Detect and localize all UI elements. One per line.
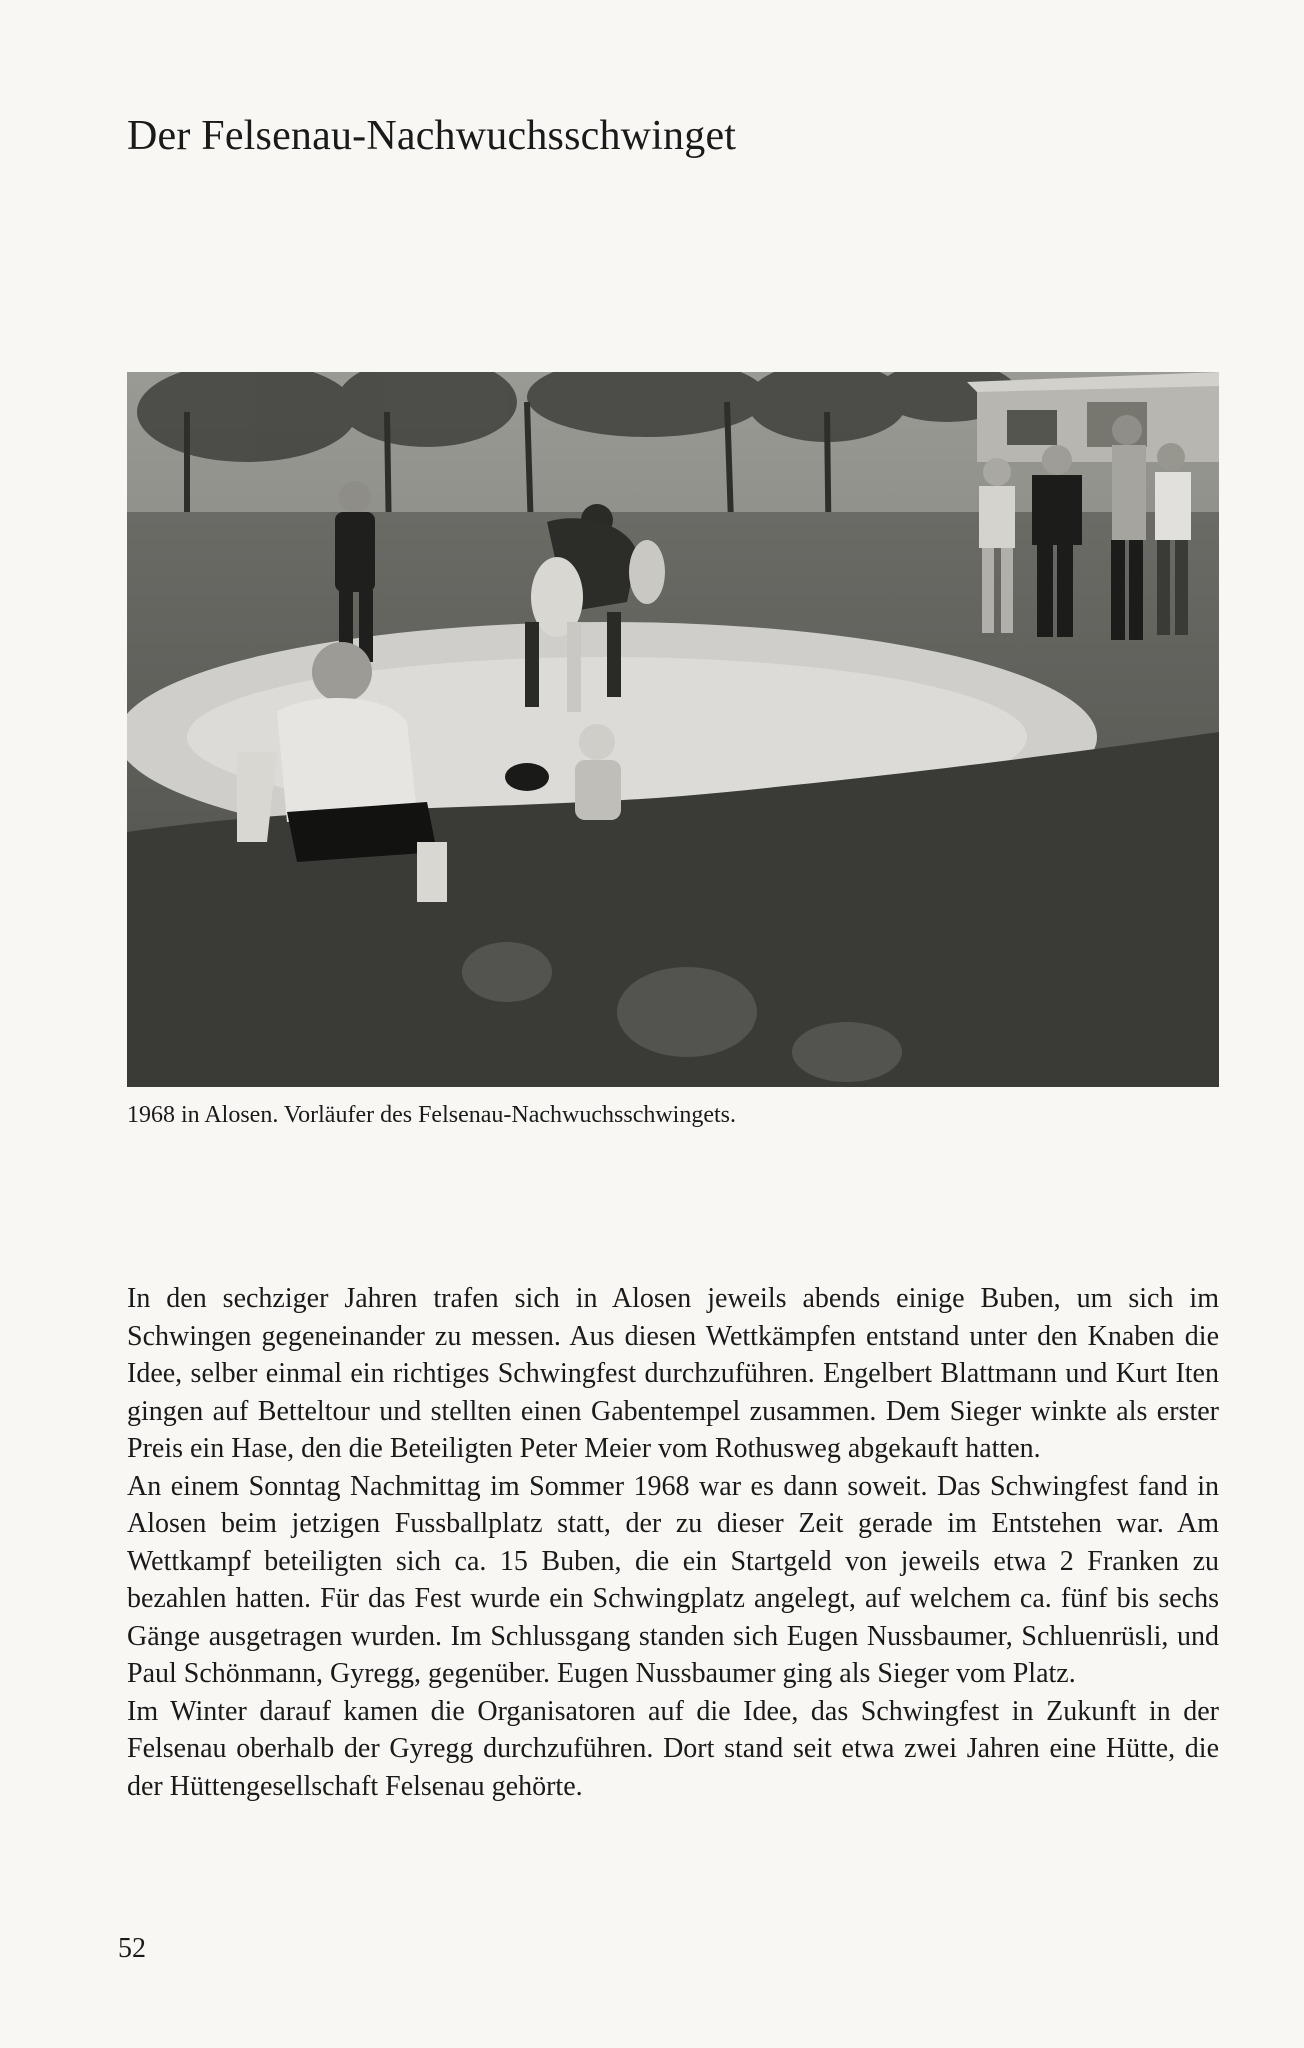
- article-body: [127, 1280, 1219, 1805]
- page-number: 52: [118, 1933, 146, 1964]
- paragraph: Im Winter darauf kamen die Organisatoren auf die Idee, das Schwingfest in Zukunft in der Felsenau oberhalb der Gyregg durchzuführen. Dort stand seit etwa zwei Jahren eine Hütte, die der Hüttengesellschaft Felsenau gehörte.: [127, 1695, 1219, 1802]
- photo-caption: 1968 in Alosen. Vorläufer des Felsenau-Nachwuchsschwingets.: [127, 1102, 736, 1128]
- wrestling-photo-image: [127, 372, 1219, 1087]
- paragraph: An einem Sonntag Nachmittag im Sommer 1968 war es dann soweit. Das Schwingfest fand in Alosen beim jetzigen Fussballplatz statt, der zu dieser Zeit gerade im Entstehen war. Am Wettkampf beteiligten sich ca. 15 Buben, die ein Startgeld von jeweils etwa 2 Franken zu bezahlen hatten. Für das Fest wurde ein Schwingplatz angelegt, auf welchem ca. fünf bis sechs Gänge ausgetragen wurden. Im Schlussgang standen sich Eugen Nussbaumer, Schluenrüsli, und Paul Schönmann, Gyregg, gegenüber. Eugen Nussbaumer ging als Sieger vom Platz.: [127, 1470, 1219, 1689]
- page-title: Der Felsenau-Nachwuchsschwinget: [127, 113, 737, 159]
- photo: [127, 372, 1219, 1087]
- paragraph: In den sechziger Jahren trafen sich in Alosen jeweils abends einige Buben, um sich im Schwingen gegeneinander zu messen. Aus diesen Wettkämpfen entstand unter den Knaben die Idee, selber einmal ein richtiges Schwingfest durchzuführen. Engelbert Blattmann und Kurt Iten gingen auf Betteltour und stellten einen Gabentempel zusammen. Dem Sieger winkte als erster Preis ein Hase, den die Beteiligten Peter Meier vom Rothusweg abgekauft hatten.: [127, 1283, 1219, 1464]
